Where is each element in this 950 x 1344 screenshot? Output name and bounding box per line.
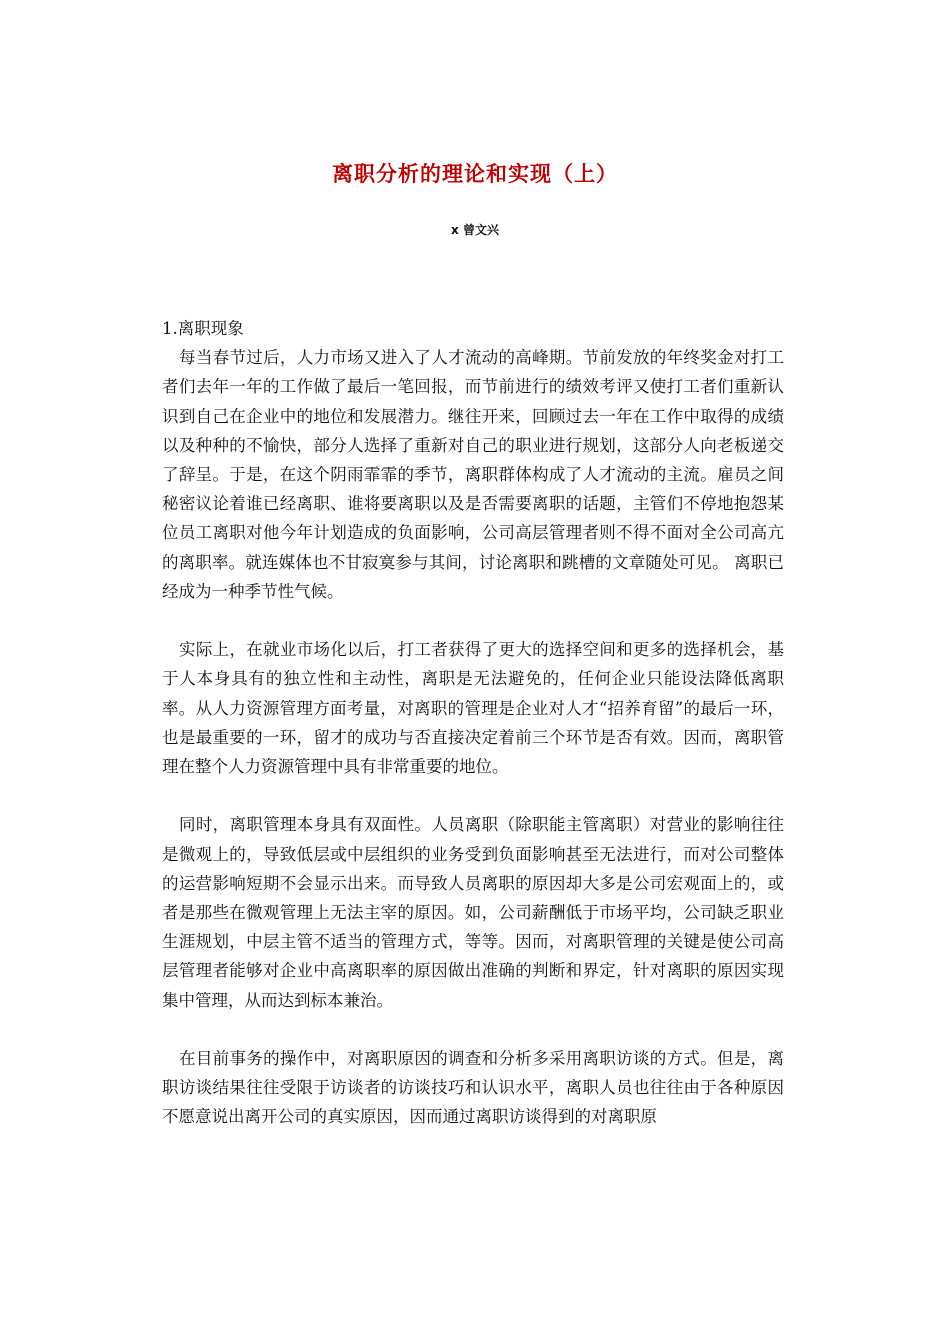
document-title: 离职分析的理论和实现（上） bbox=[332, 162, 618, 186]
paragraph: 实际上，在就业市场化以后，打工者获得了更大的选择空间和更多的选择机会，基于人本身具有的独立性和主动性，离职是无法避免的，任何企业只能设法降低离职率。从人力资源管理方面考量，对离职的管理是企业对人才“招养育留”的最后一环，也是最重要的一环，留才的成功与否直接决定着前三个环节是否有效。因而，离职管理在整个人力资源管理中具有非常重要的地位。 bbox=[162, 640, 784, 777]
section-heading: 1.离职现象 bbox=[162, 319, 244, 338]
paragraph: 在目前事务的操作中，对离职原因的调查和分析多采用离职访谈的方式。但是，离职访谈结果往往受限于访谈者的访谈技巧和认识水平，离职人员也往往由于各种原因不愿意说出离开公司的真实原因，因而通过离职访谈得到的对离职原 bbox=[162, 1049, 784, 1127]
paragraph: 同时，离职管理本身具有双面性。人员离职（除职能主管离职）对营业的影响往往是微观上的，导致低层或中层组织的业务受到负面影响甚至无法进行，而对公司整体的运营影响短期不会显示出来。而导致人员离职的原因却大多是公司宏观面上的，或者是那些在微观管理上无法主宰的原因。如，公司薪酬低于市场平均，公司缺乏职业生涯规划，中层主管不适当的管理方式，等等。因而，对离职管理的关键是使公司高层管理者能够对企业中高离职率的原因做出准确的判断和界定，针对离职的原因实现集中管理，从而达到标本兼治。 bbox=[162, 815, 784, 1010]
document-body bbox=[162, 314, 784, 1161]
paragraph: 每当春节过后，人力市场又进入了人才流动的高峰期。节前发放的年终奖金对打工者们去年一年的工作做了最后一笔回报，而节前进行的绩效考评又使打工者们重新认识到自己在企业中的地位和发展潜力。继往开来，回顾过去一年在工作中取得的成绩以及种种的不愉快，部分人选择了重新对自己的职业进行规划，这部分人向老板递交了辞呈。于是，在这个阴雨霏霏的季节，离职群体构成了人才流动的主流。雇员之间秘密议论着谁已经离职、谁将要离职以及是否需要离职的话题，主管们不停地抱怨某位员工离职对他今年计划造成的负面影响，公司高层管理者则不得不面对全公司高亢的离职率。就连媒体也不甘寂寞参与其间，讨论离职和跳槽的文章随处可见。 离职已经成为一种季节性气候。 bbox=[162, 348, 784, 601]
document-author: x 曾文兴 bbox=[451, 223, 499, 237]
